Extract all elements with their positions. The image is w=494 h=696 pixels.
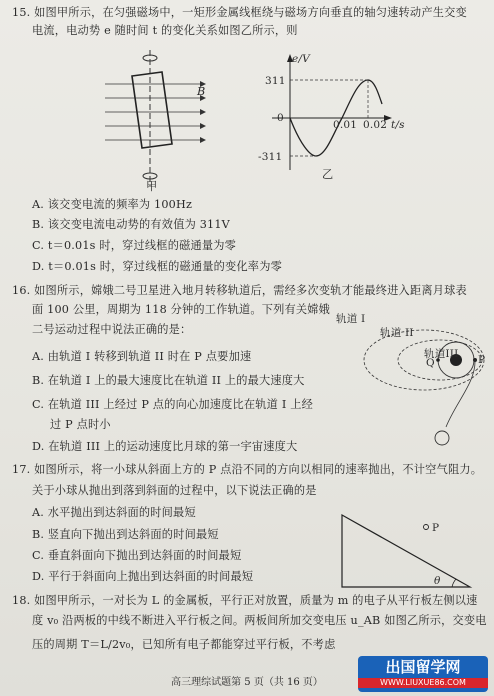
q15-option-a: A. 该交变电流的频率为 100Hz — [32, 198, 193, 211]
q17-option-b: B. 竖直向下抛出到达斜面的时间最短 — [32, 528, 219, 541]
q15-graph-x1: 0.01 — [333, 119, 358, 131]
q15-graph-origin: 0 — [277, 112, 284, 124]
q17-p-label: P — [432, 522, 440, 534]
q15-stem-line1: 15. 如图甲所示，在匀强磁场中，一矩形金属线框绕与磁场方向垂直的轴匀速转动产生交变 — [12, 6, 467, 19]
page-footer: 高三理综试题第 5 页（共 16 页） — [171, 677, 323, 688]
q16-option-c-line2: 过 P 点时小 — [50, 418, 111, 431]
q16-option-c-line1: C. 在轨道 III 上经过 P 点的向心加速度比在轨道 I 上经 — [32, 398, 313, 411]
q16-orbit3-label: 轨道III — [424, 348, 459, 360]
q17-option-d: D. 平行于斜面向上抛出到达斜面的时间最短 — [32, 570, 254, 583]
watermark-url: WWW.LIUXUE86.COM — [358, 678, 488, 688]
q15-stem-line2: 电流，电动势 e 随时间 t 的变化关系如图乙所示，则 — [32, 24, 298, 37]
q16-q-label: Q — [426, 357, 435, 369]
q17-option-a: A. 水平抛出到达斜面的时间最短 — [32, 506, 196, 519]
site-watermark-logo — [358, 656, 488, 692]
q16-orbit1-label: 轨道 I — [336, 313, 366, 325]
q15-option-c: C. t＝0.01s 时，穿过线框的磁通量为零 — [32, 239, 237, 252]
q16-option-a: A. 由轨道 I 转移到轨道 II 时在 P 点要加速 — [32, 350, 252, 363]
q15-figure-frame — [95, 48, 215, 198]
q17-option-c: C. 垂直斜面向下抛出到达斜面的时间最短 — [32, 549, 242, 562]
q16-stem-line1: 16. 如图所示，嫦娥二号卫星进入地月转移轨道后，需经多次变轨才能最终进入距离月球表 — [12, 284, 467, 297]
q18-stem-line3: 压的周期 T＝L/2v₀，已知所有电子都能穿过平行板，不考虑 — [32, 638, 336, 651]
q15-graph-ymax: 311 — [265, 75, 286, 87]
q15-figure1-caption: 甲 — [146, 180, 158, 193]
q17-stem-line1: 17. 如图所示，将一小球从斜面上方的 P 点沿不同的方向以相同的速率抛出，不计空气阻力。 — [12, 463, 483, 476]
q18-stem-line1: 18. 如图甲所示，一对长为 L 的金属板，平行正对放置，质量为 m 的电子从平行板左侧以速 — [12, 594, 478, 607]
q16-orbit2-label: 轨道 II — [380, 327, 414, 339]
q15-graph-ymin: -311 — [258, 151, 283, 163]
q17-stem-line2: 关于小球从抛出到落到斜面的过程中，以下说法正确的是 — [32, 484, 317, 497]
q16-stem-line3: 二号运动过程中说法正确的是： — [32, 323, 192, 336]
q17-theta-label: θ — [434, 575, 441, 587]
q18-stem-line2: 度 v₀ 沿两板的中线不断进入平行板之间。两板间所加交变电压 u_AB 如图乙所示，交变电 — [32, 614, 487, 627]
q15-option-d: D. t＝0.01s 时，穿过线框的磁通量的变化率为零 — [32, 260, 282, 273]
q15-graph-x2: 0.02 — [363, 119, 388, 131]
q15-figure2-caption: 乙 — [322, 168, 334, 181]
q16-p-label: P — [478, 354, 486, 366]
q15-graph-y-label: e/V — [292, 53, 310, 65]
q15-field-label: B — [197, 85, 206, 98]
q15-option-b: B. 该交变电流电动势的有效值为 311V — [32, 218, 230, 231]
q16-stem-line2: 面 100 公里，周期为 118 分钟的工作轨道。下列有关嫦娥 — [32, 303, 331, 316]
q17-incline-diagram — [320, 505, 480, 595]
watermark-title: 出国留学网 — [385, 658, 461, 676]
q15-graph-x-label: t/s — [391, 119, 405, 131]
q16-option-d: D. 在轨道 III 上的运动速度比月球的第一宇宙速度大 — [32, 440, 298, 453]
q16-option-b: B. 在轨道 I 上的最大速度比在轨道 II 上的最大速度大 — [32, 374, 305, 387]
